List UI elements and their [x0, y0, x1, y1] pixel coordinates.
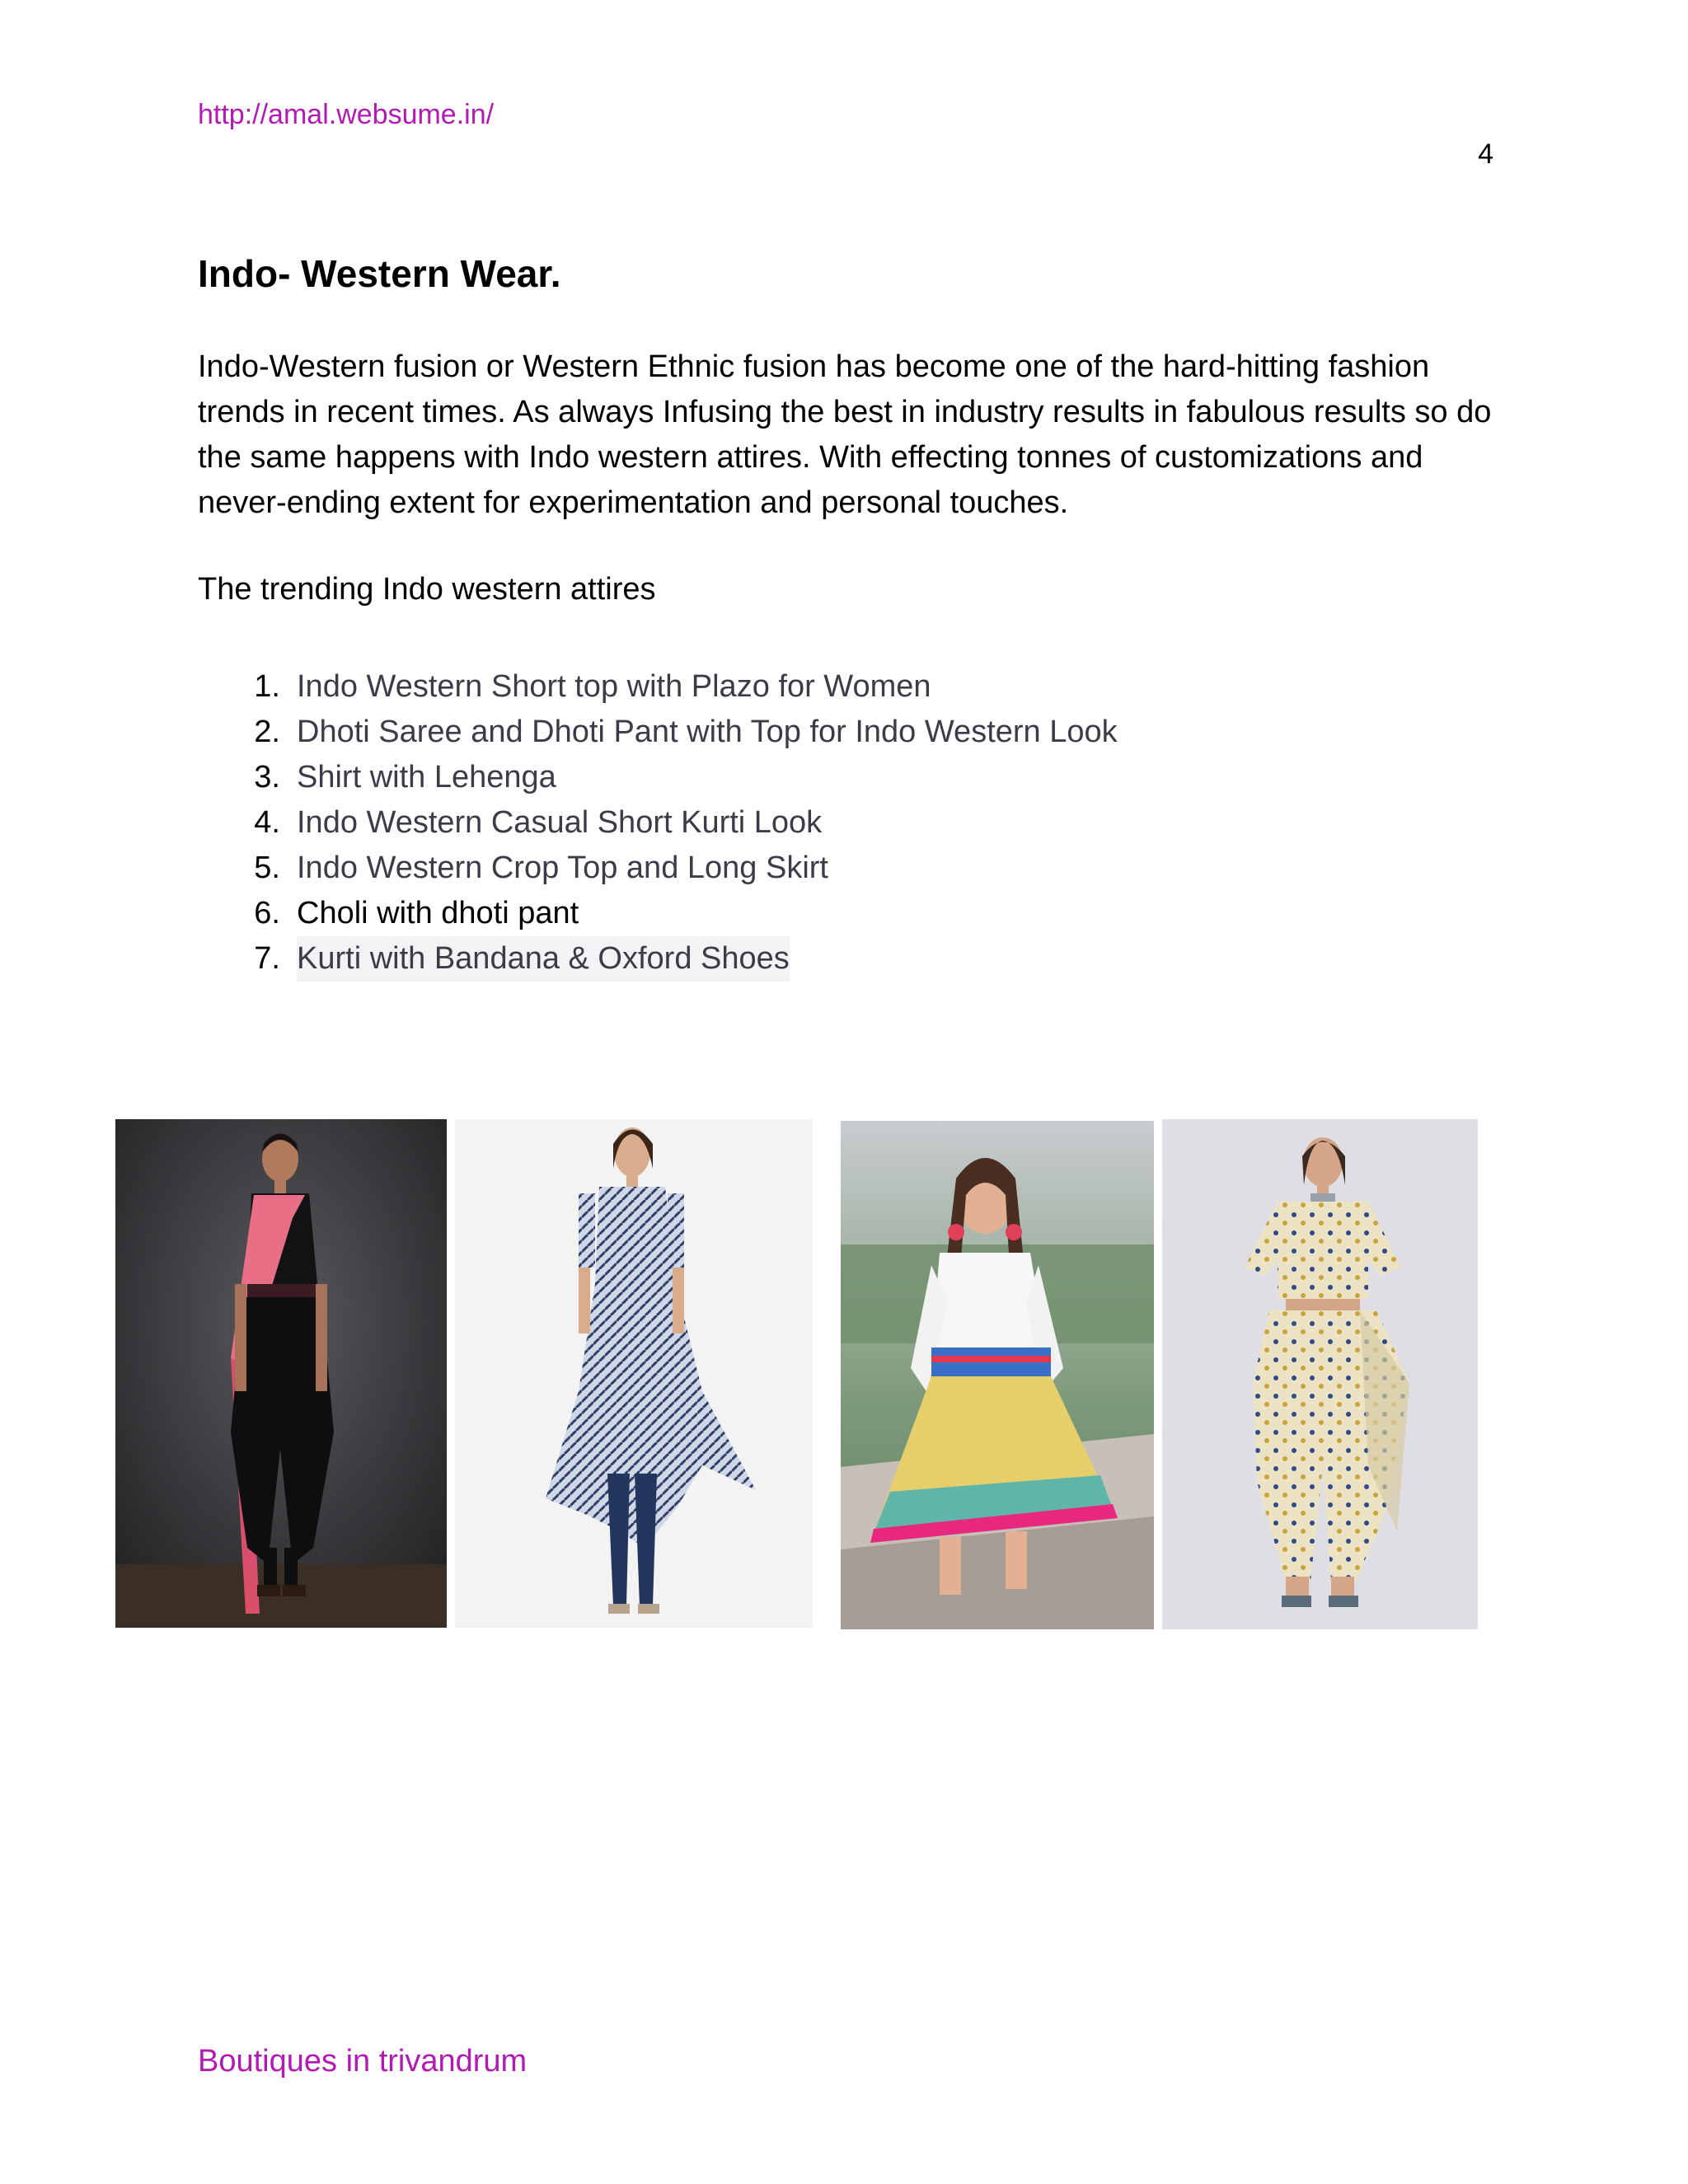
list-item [198, 891, 1118, 936]
list-item [198, 846, 1118, 891]
photo-dhoti-saree-model [115, 1119, 447, 1628]
list-item-number: 6. [254, 896, 280, 930]
list-item-label: Indo Western Crop Top and Long Skirt [297, 851, 828, 885]
list-item-number: 7. [254, 941, 280, 976]
list-item [198, 800, 1118, 846]
footer-boutiques-link[interactable]: Boutiques in trivandrum [198, 2044, 528, 2079]
list-item [198, 710, 1118, 755]
list-item-label: Dhoti Saree and Dhoti Pant with Top for Indo Western Look [297, 715, 1118, 749]
section-title: Indo- Western Wear. [198, 252, 561, 295]
list-item-label: Shirt with Lehenga [297, 760, 556, 794]
list-item-label: Indo Western Casual Short Kurti Look [297, 805, 823, 840]
photo-tunic-jeans-model [455, 1119, 813, 1628]
trend-list-heading: The trending Indo western attires [198, 572, 656, 607]
list-item-number: 5. [254, 851, 280, 885]
trend-list [198, 664, 1118, 982]
photo-crop-top-dhoti-model [1162, 1119, 1478, 1629]
list-item-number: 3. [254, 760, 280, 794]
list-item-number: 4. [254, 805, 280, 840]
list-item-label: Indo Western Short top with Plazo for Women [297, 669, 931, 704]
list-item [198, 755, 1118, 800]
list-item-number: 1. [254, 669, 280, 704]
page-number: 4 [1478, 138, 1493, 170]
photo-shirt-lehenga-model [841, 1121, 1154, 1629]
intro-paragraph: Indo-Western fusion or Western Ethnic fusion has become one of the hard-hitting fashion trends in recent times. As always Infusing the best in industry results in fabulous results so do the same happens with Indo western attires. With effecting tonnes of customizations and never-ending extent for experimentation and personal touches. [198, 349, 1492, 520]
list-item-label: Choli with dhoti pant [297, 896, 579, 930]
header-url-link[interactable]: http://amal.websume.in/ [198, 99, 495, 130]
list-item-label: Kurti with Bandana & Oxford Shoes [297, 936, 790, 982]
list-item [198, 936, 1118, 982]
list-item [198, 664, 1118, 710]
list-item-number: 2. [254, 715, 280, 749]
